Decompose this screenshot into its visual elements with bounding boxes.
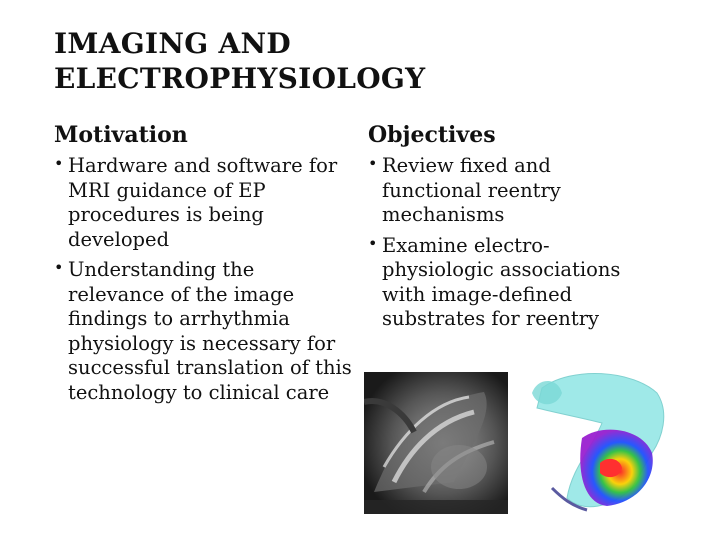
objectives-bullet-1: • Review fixed and functional reentry mechanisms	[368, 154, 638, 228]
title-line-1: IMAGING AND	[54, 27, 291, 60]
title-line-2: ELECTROPHYSIOLOGY	[54, 62, 426, 95]
motivation-bullet-1: • Hardware and software for MRI guidance of EP procedures is being developed	[54, 154, 354, 252]
objectives-list	[368, 154, 638, 338]
motivation-heading: Motivation	[54, 122, 188, 148]
motivation-bullet-2: • Understanding the relevance of the image findings to arrhythmia physiology is necessary for successful translation of this technology to clinical care	[54, 258, 354, 405]
electroanatomic-map-image	[512, 368, 672, 516]
mri-image	[364, 372, 508, 514]
motivation-list	[54, 154, 354, 411]
slide-title	[54, 26, 674, 96]
objectives-heading: Objectives	[368, 122, 496, 148]
objectives-bullet-2: • Examine electro-physiologic associations with image-defined substrates for reentry	[368, 234, 638, 332]
